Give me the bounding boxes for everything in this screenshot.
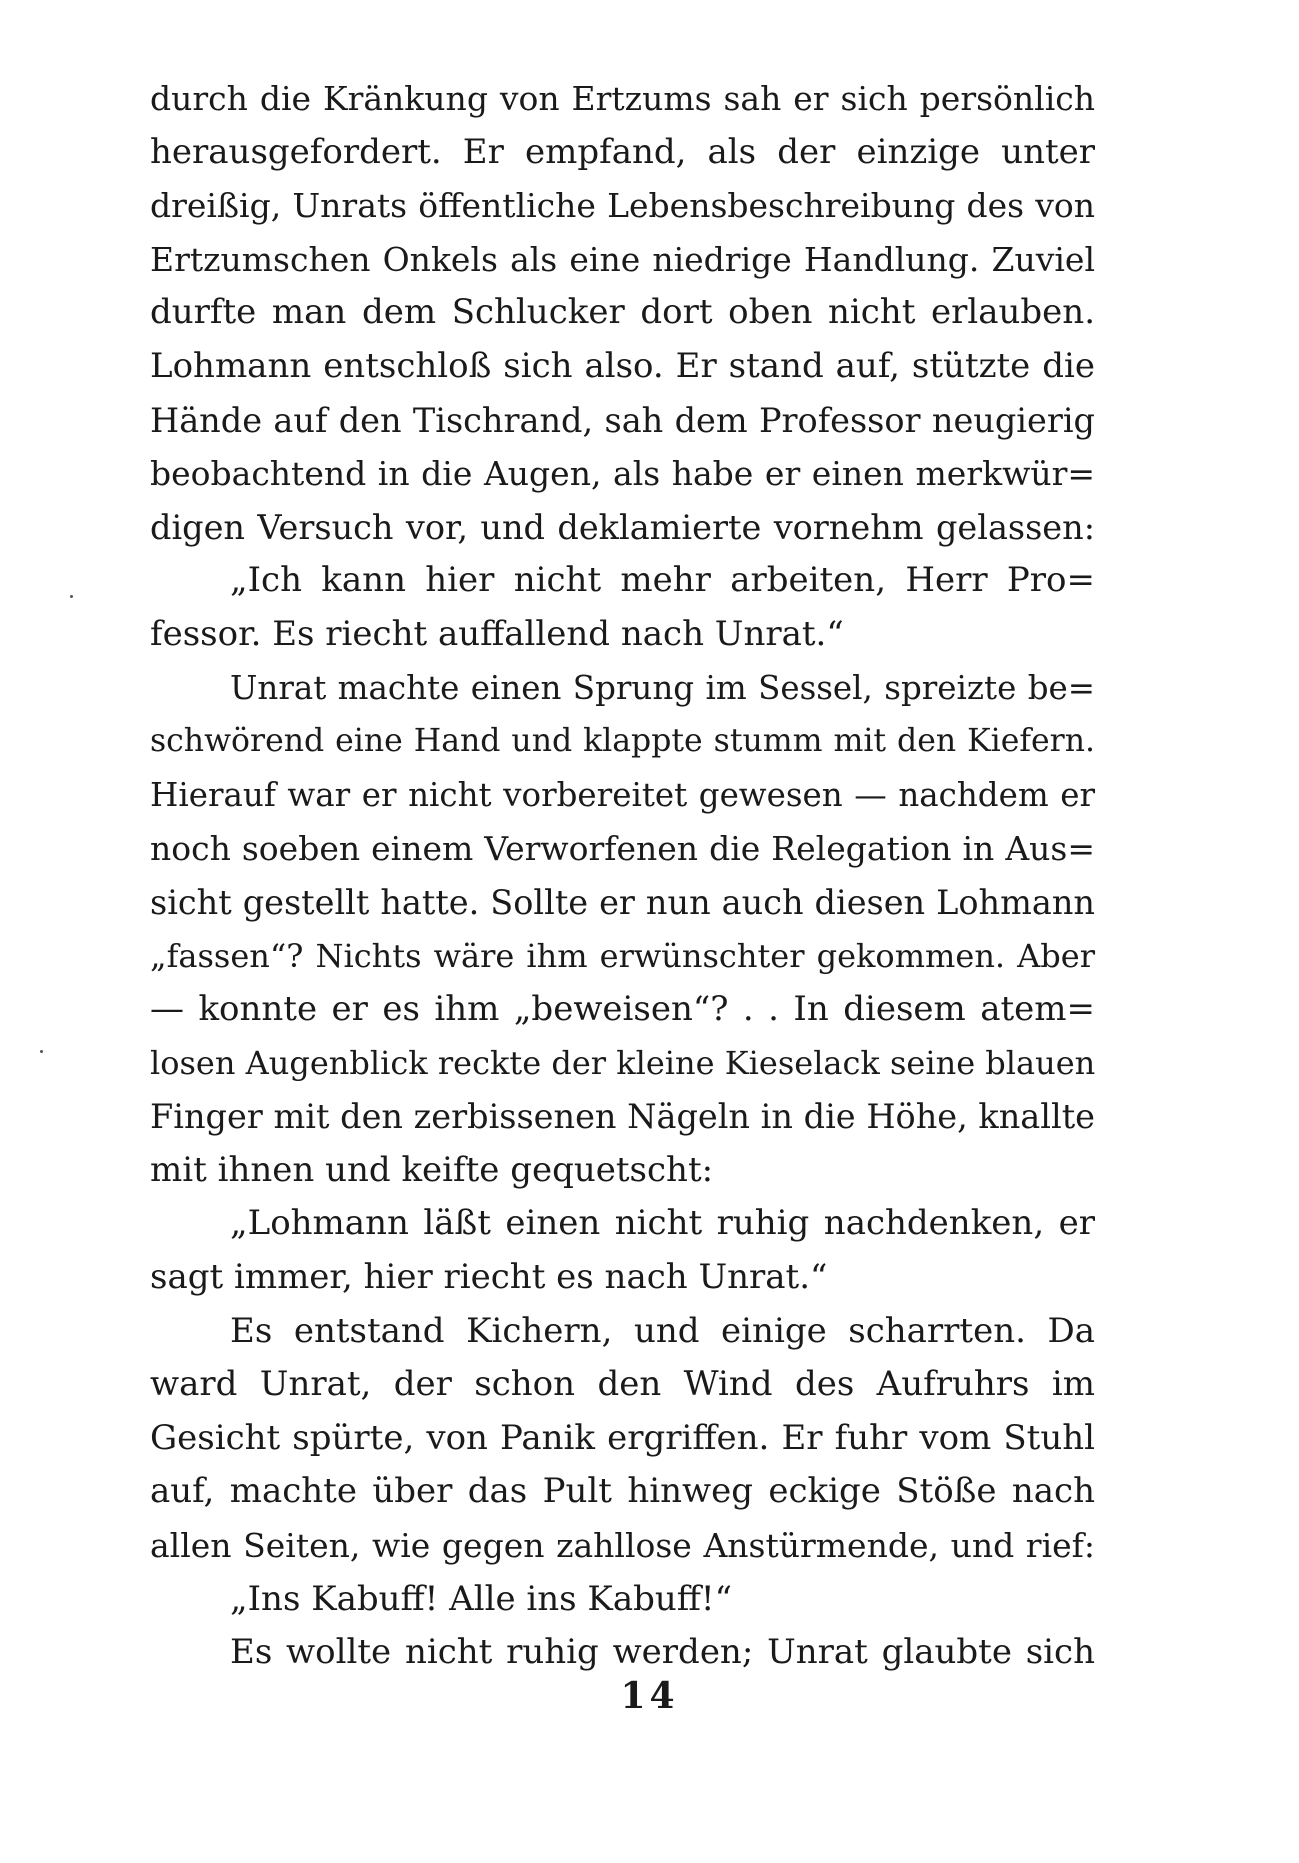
text-line: — konnte er es ihm „beweisen“? . . In diesem atem= [150, 989, 1095, 1030]
text-line: durfte man dem Schlucker dort oben nicht erlauben. [150, 292, 1095, 333]
text-line: beobachtend in die Augen, als habe er einen merkwür= [150, 454, 1095, 494]
text-line: ward Unrat, der schon den Wind des Aufruhrs im [150, 1364, 1095, 1405]
text-line: Gesicht spürte, von Panik ergriffen. Er fuhr vom Stuhl [150, 1417, 1095, 1458]
text-line: Ertzumschen Onkels als eine niedrige Handlung. Zuviel [150, 239, 1095, 279]
text-line: „Ich kann hier nicht mehr arbeiten, Herr Pro= [230, 560, 1095, 601]
body-text [150, 72, 1095, 1680]
text-line: Finger mit den zerbissenen Nägeln in die Höhe, knallte [150, 1097, 1095, 1137]
text-line: dreißig, Unrats öffentliche Lebensbeschreibung des von [150, 186, 1095, 226]
text-line: herausgefordert. Er empfand, als der einzige unter [150, 131, 1095, 172]
text-line: Lohmann entschloß sich also. Er stand auf, stützte die [150, 345, 1095, 386]
text-line: digen Versuch vor, und deklamierte vornehm gelassen: [150, 507, 1095, 547]
text-line: Hierauf war er nicht vorbereitet gewesen — nachdem er [150, 775, 1095, 814]
text-line: „Lohmann läßt einen nicht ruhig nachdenken, er [230, 1203, 1095, 1244]
text-line: Hände auf den Tischrand, sah dem Professor neugierig [150, 400, 1095, 440]
text-line: „Ins Kabuff! Alle ins Kabuff!“ [230, 1578, 732, 1619]
text-line: durch die Kränkung von Ertzums sah er sich persönlich [150, 79, 1095, 118]
paper-speck [70, 595, 73, 598]
page-number: 14 [620, 1675, 679, 1717]
text-line: sicht gestellt hatte. Sollte er nun auch diesen Lohmann [150, 882, 1095, 922]
text-line: mit ihnen und keifte gequetscht: [150, 1149, 714, 1190]
text-line: sagt immer, hier riecht es nach Unrat.“ [150, 1257, 828, 1298]
text-line: Es entstand Kichern, und einige scharrten. Da [230, 1310, 1095, 1351]
text-line: „fassen“? Nichts wäre ihm erwünschter gekommen. Aber [150, 936, 1095, 975]
text-line: auf, machte über das Pult hinweg eckige Stöße nach [150, 1471, 1095, 1512]
text-line: fessor. Es riecht auffallend nach Unrat.“ [150, 613, 844, 654]
text-line: losen Augenblick reckte der kleine Kieselack seine blauen [150, 1043, 1096, 1082]
paper-speck [40, 1050, 43, 1053]
text-line: allen Seiten, wie gegen zahllose Anstürmende, und rief: [150, 1526, 1095, 1566]
text-line: schwörend eine Hand und klappte stumm mit den Kiefern. [150, 723, 1095, 760]
text-line: noch soeben einem Verworfenen die Relegation in Aus= [150, 829, 1095, 869]
text-line: Unrat machte einen Sprung im Sessel, spreizte be= [230, 668, 1095, 707]
text-line: Es wollte nicht ruhig werden; Unrat glaubte sich [230, 1632, 1095, 1673]
